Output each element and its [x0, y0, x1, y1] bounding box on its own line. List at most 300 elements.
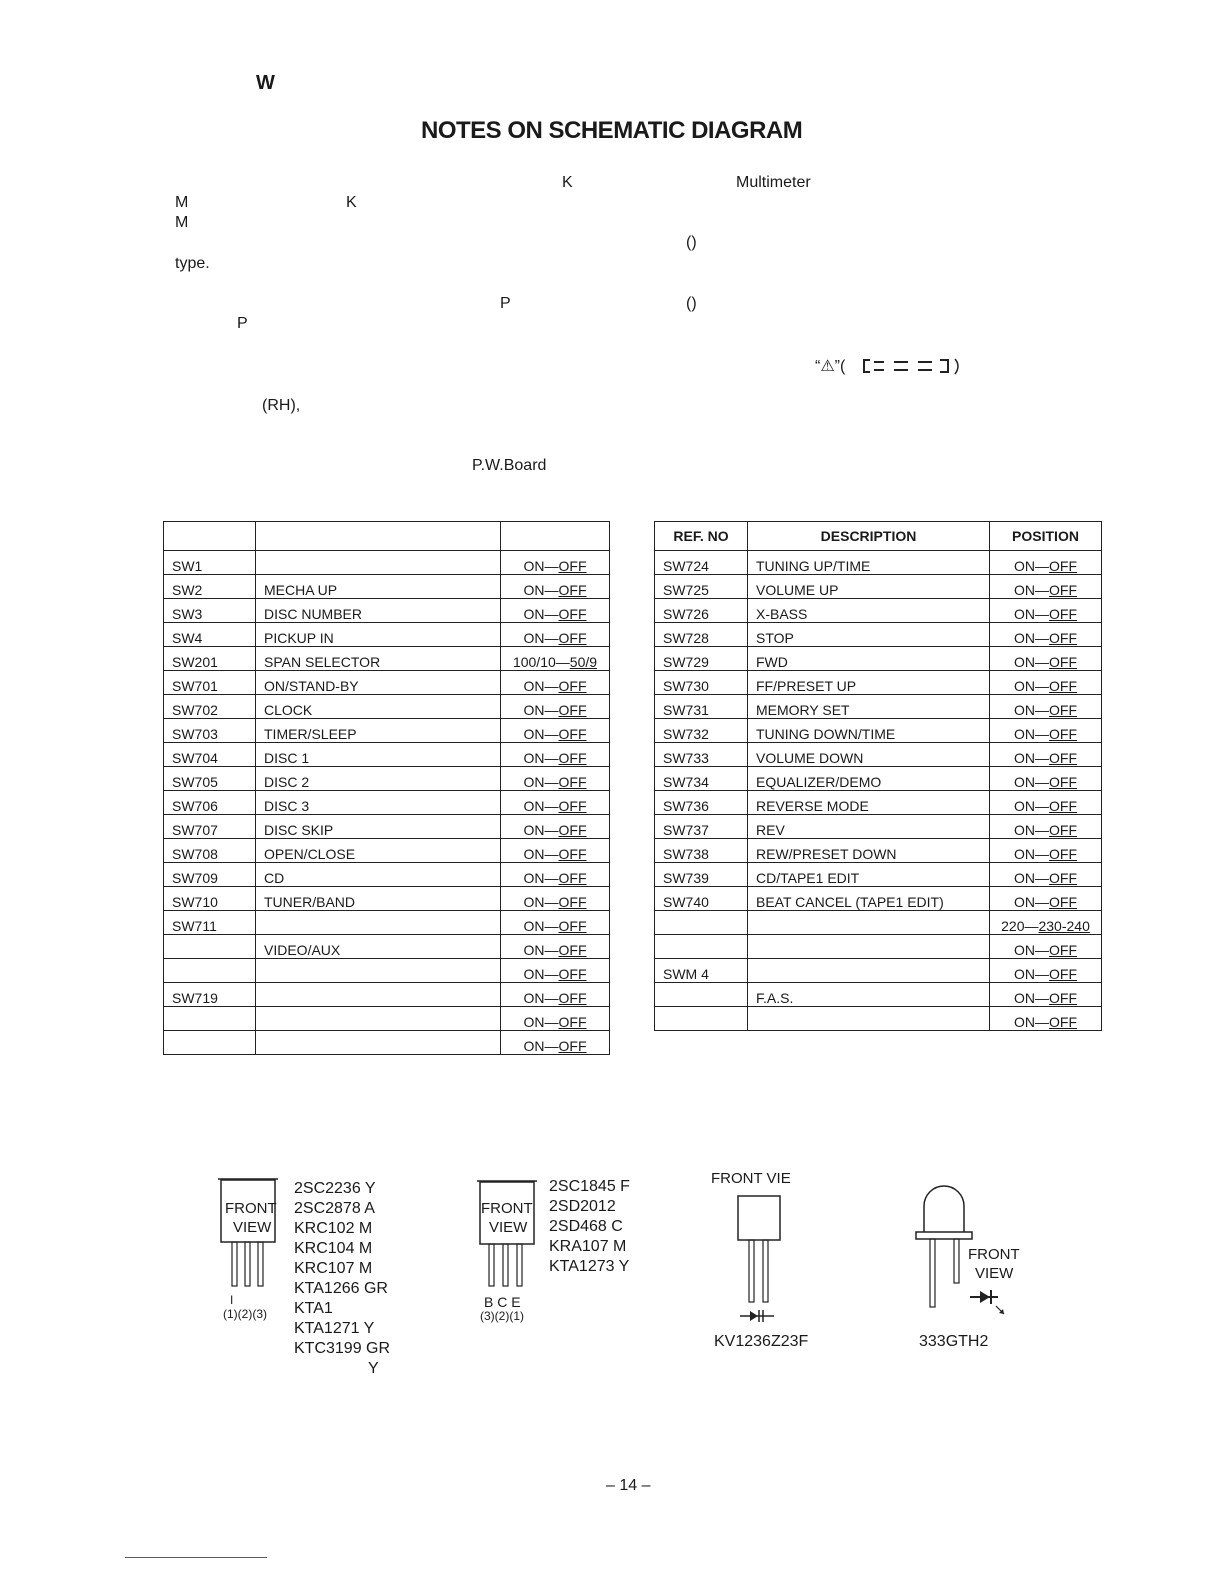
- led-symbol-icon: [968, 1286, 1014, 1320]
- position-to: OFF: [1049, 702, 1077, 718]
- position-to: OFF: [1049, 966, 1077, 982]
- table-row: [164, 1031, 610, 1055]
- front-label: FRONT: [481, 1200, 533, 1217]
- ref-no-cell: SW2: [164, 575, 256, 599]
- table-row: [164, 743, 610, 767]
- table-row: [164, 695, 610, 719]
- switch-table-left: [163, 521, 610, 1055]
- position-from: ON—: [1014, 846, 1049, 862]
- part-number: 2SC1845 F: [549, 1178, 630, 1195]
- ref-no-cell: [164, 935, 256, 959]
- description-cell: ON/STAND-BY: [256, 671, 501, 695]
- table-header-row: [164, 522, 610, 551]
- position-cell: [990, 983, 1102, 1007]
- position-to: OFF: [558, 1038, 587, 1054]
- note-fragment: M: [175, 194, 189, 211]
- position-from: ON—: [1014, 678, 1049, 694]
- pin-mark: I: [230, 1293, 234, 1307]
- header-mark: W: [256, 72, 275, 94]
- note-fragment: M: [175, 214, 189, 231]
- position-cell: [990, 575, 1102, 599]
- table-row: [164, 1007, 610, 1031]
- position-to: OFF: [1049, 630, 1077, 646]
- table-row: [164, 551, 610, 575]
- position-from: ON—: [523, 966, 559, 982]
- part-number: 2SC2878 A: [294, 1200, 375, 1217]
- ref-no-cell: [164, 959, 256, 983]
- position-to: OFF: [1049, 750, 1077, 766]
- part-number: 2SD468 C: [549, 1218, 623, 1235]
- part-number: 2SC2236 Y: [294, 1180, 376, 1197]
- table-row: [655, 911, 1102, 935]
- safety-symbol-note: “⚠”(: [815, 358, 846, 375]
- table-row: [164, 863, 610, 887]
- position-from: ON—: [1014, 702, 1049, 718]
- position-from: ON—: [523, 990, 559, 1006]
- position-to: OFF: [1049, 1014, 1077, 1030]
- position-cell: [990, 719, 1102, 743]
- description-cell: REW/PRESET DOWN: [748, 839, 990, 863]
- description-cell: [256, 551, 501, 575]
- position-from: ON—: [523, 846, 559, 862]
- position-cell: [501, 767, 610, 791]
- note-fragment: (): [686, 295, 697, 312]
- ref-no-cell: SW709: [164, 863, 256, 887]
- ref-no-cell: SW732: [655, 719, 748, 743]
- note-fragment: (): [686, 234, 697, 251]
- description-cell: [256, 1007, 501, 1031]
- description-cell: DISC 2: [256, 767, 501, 791]
- ref-no-cell: SW704: [164, 743, 256, 767]
- position-cell: [501, 695, 610, 719]
- description-cell: BEAT CANCEL (TAPE1 EDIT): [748, 887, 990, 911]
- table-row: [164, 935, 610, 959]
- position-to: OFF: [558, 918, 587, 934]
- table-row: [655, 599, 1102, 623]
- table-row: [164, 599, 610, 623]
- header-cell: [256, 522, 501, 551]
- part-number: 333GTH2: [919, 1333, 989, 1350]
- position-from: ON—: [1014, 606, 1049, 622]
- ref-no-cell: SW701: [164, 671, 256, 695]
- ref-no-cell: SW730: [655, 671, 748, 695]
- position-cell: [501, 743, 610, 767]
- part-number: 2SD2012: [549, 1198, 616, 1215]
- description-cell: X-BASS: [748, 599, 990, 623]
- description-cell: SPAN SELECTOR: [256, 647, 501, 671]
- description-cell: MECHA UP: [256, 575, 501, 599]
- description-cell: STOP: [748, 623, 990, 647]
- table-row: [164, 959, 610, 983]
- position-cell: [990, 623, 1102, 647]
- ref-no-cell: SW3: [164, 599, 256, 623]
- position-from: ON—: [1014, 966, 1049, 982]
- position-to: OFF: [558, 630, 587, 646]
- part-list-1: [294, 1179, 390, 1379]
- table-row: [164, 671, 610, 695]
- header-ref-no: REF. NO: [655, 522, 748, 551]
- description-cell: [256, 911, 501, 935]
- page-title: NOTES ON SCHEMATIC DIAGRAM: [421, 117, 803, 144]
- position-cell: [501, 887, 610, 911]
- front-view-label: FRONT VIE: [711, 1170, 791, 1187]
- position-from: ON—: [1014, 774, 1049, 790]
- position-to: OFF: [1049, 654, 1077, 670]
- description-cell: REVERSE MODE: [748, 791, 990, 815]
- position-cell: [990, 911, 1102, 935]
- table-row: [164, 791, 610, 815]
- table-row: [655, 551, 1102, 575]
- transistor-package-1-icon: [216, 1178, 282, 1308]
- description-cell: CLOCK: [256, 695, 501, 719]
- position-to: OFF: [1049, 558, 1077, 574]
- position-cell: [990, 839, 1102, 863]
- position-cell: [501, 551, 610, 575]
- ref-no-cell: SW736: [655, 791, 748, 815]
- description-cell: EQUALIZER/DEMO: [748, 767, 990, 791]
- description-cell: TUNING UP/TIME: [748, 551, 990, 575]
- table-row: [655, 935, 1102, 959]
- table-row: [655, 695, 1102, 719]
- position-cell: [501, 791, 610, 815]
- ref-no-cell: SW4: [164, 623, 256, 647]
- position-to: OFF: [1049, 894, 1077, 910]
- ref-no-cell: [164, 1031, 256, 1055]
- part-number: KTA1273 Y: [549, 1258, 630, 1275]
- note-fragment: P: [500, 295, 511, 312]
- position-from: ON—: [523, 942, 559, 958]
- position-to: OFF: [1049, 582, 1077, 598]
- description-cell: DISC SKIP: [256, 815, 501, 839]
- position-from: ON—: [523, 630, 559, 646]
- position-to: OFF: [1049, 774, 1077, 790]
- position-from: ON—: [523, 774, 559, 790]
- position-from: ON—: [1014, 894, 1049, 910]
- pin-order-label: (1)(2)(3): [223, 1307, 267, 1321]
- ref-no-cell: SW738: [655, 839, 748, 863]
- view-label: VIEW: [975, 1265, 1014, 1282]
- position-from: ON—: [523, 918, 559, 934]
- position-cell: [990, 551, 1102, 575]
- table-row: [655, 959, 1102, 983]
- position-to: 230-240: [1038, 918, 1090, 934]
- ref-no-cell: SW726: [655, 599, 748, 623]
- position-to: OFF: [1049, 726, 1077, 742]
- table-row: [164, 815, 610, 839]
- table-row: [655, 743, 1102, 767]
- description-cell: F.A.S.: [748, 983, 990, 1007]
- position-from: ON—: [523, 678, 559, 694]
- description-cell: FWD: [748, 647, 990, 671]
- ref-no-cell: [655, 911, 748, 935]
- position-cell: [501, 863, 610, 887]
- part-number: KTA1271 Y: [294, 1320, 375, 1337]
- ref-no-cell: [164, 1007, 256, 1031]
- ref-no-cell: SW725: [655, 575, 748, 599]
- position-cell: [501, 1007, 610, 1031]
- position-to: OFF: [1049, 822, 1077, 838]
- ref-no-cell: SWM 4: [655, 959, 748, 983]
- footer-rule: [125, 1557, 267, 1558]
- position-to: OFF: [558, 702, 587, 718]
- position-from: ON—: [1014, 630, 1049, 646]
- part-number: KTA1: [294, 1300, 333, 1317]
- position-to: OFF: [558, 678, 587, 694]
- description-cell: FF/PRESET UP: [748, 671, 990, 695]
- position-from: ON—: [1014, 942, 1049, 958]
- note-fragment: P.W.Board: [472, 457, 547, 474]
- position-from: ON—: [523, 894, 559, 910]
- position-to: OFF: [558, 774, 587, 790]
- part-number: KRC104 M: [294, 1240, 373, 1257]
- ref-no-cell: SW703: [164, 719, 256, 743]
- position-from: ON—: [1014, 558, 1049, 574]
- position-to: OFF: [558, 822, 587, 838]
- table-row: [655, 839, 1102, 863]
- table-row: [655, 575, 1102, 599]
- ref-no-cell: SW731: [655, 695, 748, 719]
- ref-no-cell: SW705: [164, 767, 256, 791]
- position-from: ON—: [523, 606, 559, 622]
- position-to: OFF: [1049, 990, 1077, 1006]
- position-from: ON—: [1014, 870, 1049, 886]
- ref-no-cell: SW711: [164, 911, 256, 935]
- position-cell: [501, 671, 610, 695]
- position-to: OFF: [558, 606, 587, 622]
- part-number: KRC107 M: [294, 1260, 373, 1277]
- position-cell: [501, 1031, 610, 1055]
- position-cell: [501, 599, 610, 623]
- ref-no-cell: SW734: [655, 767, 748, 791]
- position-cell: [990, 815, 1102, 839]
- position-cell: [990, 671, 1102, 695]
- description-cell: [748, 911, 990, 935]
- ref-no-cell: SW733: [655, 743, 748, 767]
- position-to: OFF: [558, 942, 587, 958]
- ref-no-cell: SW740: [655, 887, 748, 911]
- table-row: [655, 791, 1102, 815]
- pin-order-label: (3)(2)(1): [480, 1309, 524, 1323]
- position-cell: [990, 791, 1102, 815]
- description-cell: TUNING DOWN/TIME: [748, 719, 990, 743]
- table-row: [655, 767, 1102, 791]
- table-row: [164, 839, 610, 863]
- position-from: ON—: [1014, 654, 1049, 670]
- page-number: – 14 –: [606, 1477, 651, 1494]
- position-to: OFF: [1049, 870, 1077, 886]
- position-cell: [990, 887, 1102, 911]
- ref-no-cell: SW706: [164, 791, 256, 815]
- note-fragment: K: [562, 174, 573, 191]
- description-cell: DISC NUMBER: [256, 599, 501, 623]
- front-label: FRONT: [225, 1200, 277, 1217]
- position-from: ON—: [1014, 582, 1049, 598]
- ref-no-cell: SW728: [655, 623, 748, 647]
- table-row: [655, 623, 1102, 647]
- position-to: OFF: [558, 582, 587, 598]
- position-to: OFF: [558, 750, 587, 766]
- position-from: 220—: [1001, 918, 1039, 934]
- ref-no-cell: SW707: [164, 815, 256, 839]
- position-to: OFF: [558, 726, 587, 742]
- position-cell: [501, 575, 610, 599]
- description-cell: DISC 1: [256, 743, 501, 767]
- position-to: OFF: [1049, 798, 1077, 814]
- note-fragment: K: [346, 194, 357, 211]
- ref-no-cell: SW737: [655, 815, 748, 839]
- position-from: ON—: [1014, 990, 1049, 1006]
- position-from: ON—: [523, 870, 559, 886]
- position-cell: [501, 911, 610, 935]
- table-row: [164, 719, 610, 743]
- position-cell: [990, 935, 1102, 959]
- table-row: [655, 815, 1102, 839]
- description-cell: PICKUP IN: [256, 623, 501, 647]
- table-row: [655, 647, 1102, 671]
- position-from: ON—: [523, 702, 559, 718]
- position-to: OFF: [558, 894, 587, 910]
- description-cell: DISC 3: [256, 791, 501, 815]
- description-cell: [748, 1007, 990, 1031]
- table-row: [164, 575, 610, 599]
- position-cell: [990, 599, 1102, 623]
- description-cell: [748, 959, 990, 983]
- position-to: OFF: [558, 798, 587, 814]
- varactor-diode-icon: [730, 1192, 790, 1322]
- description-cell: REV: [748, 815, 990, 839]
- position-to: OFF: [558, 1014, 587, 1030]
- position-from: ON—: [523, 726, 559, 742]
- position-cell: [501, 719, 610, 743]
- part-number: KTC3199 GR: [294, 1340, 391, 1357]
- ref-no-cell: SW724: [655, 551, 748, 575]
- ref-no-cell: SW708: [164, 839, 256, 863]
- table-row: [164, 623, 610, 647]
- table-header-row: [655, 522, 1102, 551]
- description-cell: VOLUME DOWN: [748, 743, 990, 767]
- table-row: [655, 887, 1102, 911]
- position-cell: [501, 815, 610, 839]
- position-from: 100/10—: [512, 654, 570, 670]
- pin-letters-label: B C E: [484, 1294, 521, 1310]
- ref-no-cell: SW1: [164, 551, 256, 575]
- ref-no-cell: [655, 935, 748, 959]
- description-cell: VOLUME UP: [748, 575, 990, 599]
- position-from: ON—: [1014, 750, 1049, 766]
- position-to: OFF: [558, 846, 587, 862]
- description-cell: VIDEO/AUX: [256, 935, 501, 959]
- position-to: 50/9: [569, 654, 598, 670]
- position-to: OFF: [558, 558, 587, 574]
- description-cell: CD/TAPE1 EDIT: [748, 863, 990, 887]
- header-description: DESCRIPTION: [748, 522, 990, 551]
- position-cell: [501, 623, 610, 647]
- position-cell: [990, 767, 1102, 791]
- description-cell: [256, 983, 501, 1007]
- description-cell: MEMORY SET: [748, 695, 990, 719]
- position-from: ON—: [523, 1038, 559, 1054]
- position-cell: [990, 1007, 1102, 1031]
- ref-no-cell: SW739: [655, 863, 748, 887]
- position-to: OFF: [558, 990, 587, 1006]
- position-cell: [990, 959, 1102, 983]
- note-fragment: P: [237, 315, 248, 332]
- position-to: OFF: [1049, 678, 1077, 694]
- part-number: KRC102 M: [294, 1220, 373, 1237]
- note-fragment: (RH),: [262, 397, 301, 414]
- ref-no-cell: SW719: [164, 983, 256, 1007]
- position-to: OFF: [1049, 942, 1077, 958]
- position-from: ON—: [1014, 726, 1049, 742]
- position-from: ON—: [523, 1014, 559, 1030]
- transistor-package-2-icon: [475, 1180, 541, 1306]
- position-cell: [501, 647, 610, 671]
- description-cell: [748, 935, 990, 959]
- ref-no-cell: SW710: [164, 887, 256, 911]
- front-label: FRONT: [968, 1246, 1020, 1263]
- view-label: VIEW: [233, 1219, 272, 1236]
- switch-table-right: [654, 521, 1102, 1031]
- position-cell: [990, 695, 1102, 719]
- position-cell: [501, 983, 610, 1007]
- position-cell: [990, 647, 1102, 671]
- position-cell: [501, 839, 610, 863]
- position-cell: [990, 743, 1102, 767]
- ref-no-cell: [655, 1007, 748, 1031]
- header-position: POSITION: [990, 522, 1102, 551]
- note-fragment: type.: [175, 255, 210, 272]
- description-cell: [256, 1031, 501, 1055]
- position-from: ON—: [523, 582, 559, 598]
- description-cell: OPEN/CLOSE: [256, 839, 501, 863]
- position-to: OFF: [1049, 606, 1077, 622]
- table-row: [655, 671, 1102, 695]
- description-cell: TIMER/SLEEP: [256, 719, 501, 743]
- position-from: ON—: [1014, 1014, 1049, 1030]
- part-number: KRA107 M: [549, 1238, 627, 1255]
- table-row: [655, 983, 1102, 1007]
- position-from: ON—: [1014, 798, 1049, 814]
- position-cell: [990, 863, 1102, 887]
- ref-no-cell: SW702: [164, 695, 256, 719]
- ref-no-cell: SW729: [655, 647, 748, 671]
- position-from: ON—: [1014, 822, 1049, 838]
- part-list-2: [549, 1177, 630, 1277]
- description-cell: CD: [256, 863, 501, 887]
- part-number: Y: [368, 1360, 379, 1377]
- table-row: [164, 911, 610, 935]
- position-from: ON—: [523, 798, 559, 814]
- table-row: [655, 1007, 1102, 1031]
- position-cell: [501, 935, 610, 959]
- part-number: KTA1266 GR: [294, 1280, 388, 1297]
- dashed-bracket-icon: [860, 357, 968, 377]
- position-from: ON—: [523, 558, 559, 574]
- header-cell: [164, 522, 256, 551]
- header-cell: [501, 522, 610, 551]
- table-row: [164, 647, 610, 671]
- position-to: OFF: [558, 966, 587, 982]
- table-row: [164, 983, 610, 1007]
- description-cell: [256, 959, 501, 983]
- ref-no-cell: SW201: [164, 647, 256, 671]
- note-fragment: Multimeter: [736, 174, 811, 191]
- position-from: ON—: [523, 750, 559, 766]
- description-cell: TUNER/BAND: [256, 887, 501, 911]
- view-label: VIEW: [489, 1219, 528, 1236]
- table-row: [655, 719, 1102, 743]
- position-from: ON—: [523, 822, 559, 838]
